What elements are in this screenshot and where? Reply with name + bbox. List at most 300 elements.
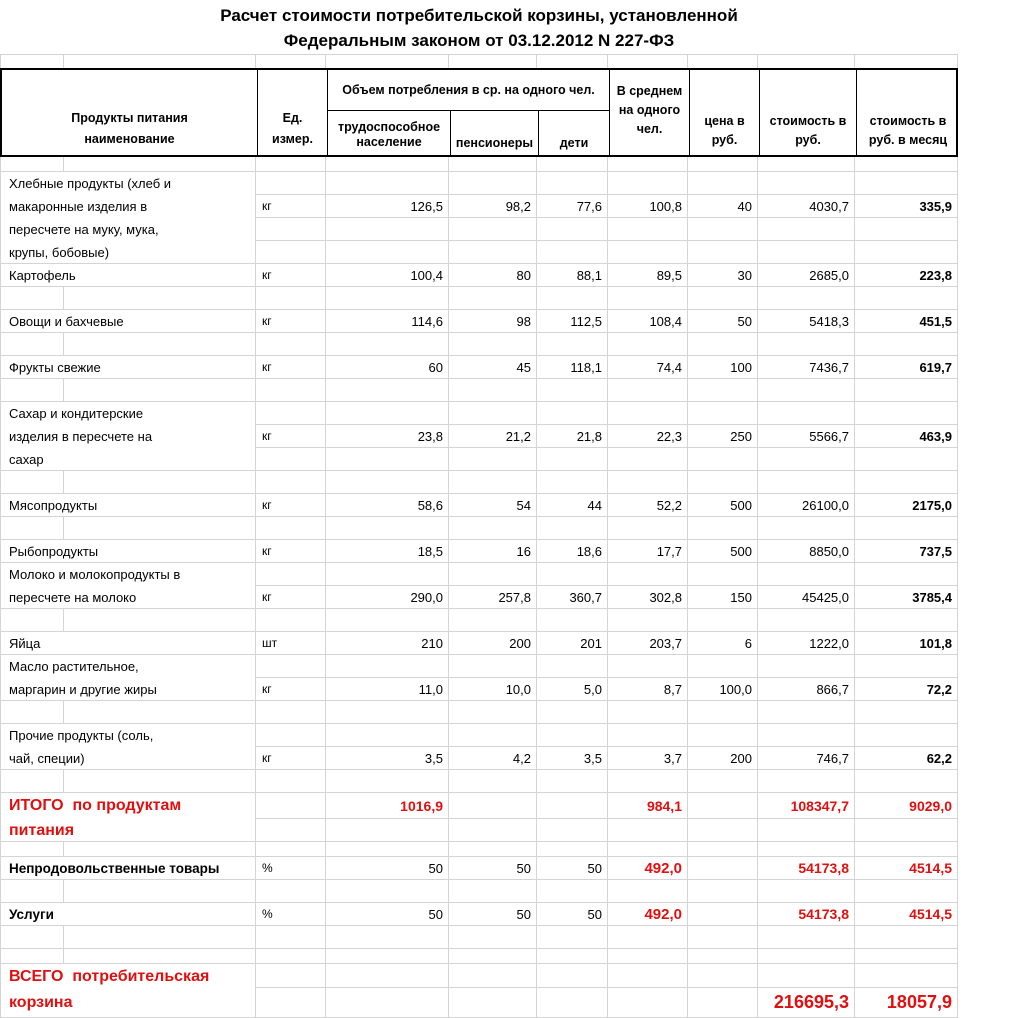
- month-cell: [855, 241, 958, 264]
- month-cell: [855, 655, 958, 678]
- row-label-line: Рыбопродукты: [9, 544, 99, 559]
- pensioners-cell: [449, 563, 537, 586]
- unit-cell: кг: [256, 494, 326, 517]
- empty-cell: [326, 609, 449, 631]
- cost-cell: 5566,7: [758, 425, 855, 448]
- table-band-nonfood: [0, 903, 958, 926]
- empty-cell: [537, 609, 608, 631]
- empty-cell: [758, 842, 855, 856]
- unit-cell: %: [256, 857, 326, 880]
- cost-cell: [758, 563, 855, 586]
- empty-cell: [758, 880, 855, 902]
- workers-cell: 23,8: [326, 425, 449, 448]
- empty-cell: [256, 157, 326, 171]
- empty-cell: [758, 55, 855, 68]
- pensioners-cell: 21,2: [449, 425, 537, 448]
- empty-cell: [326, 926, 449, 948]
- empty-cell: [326, 333, 449, 355]
- row-label-line: Непродовольственные товары: [9, 861, 220, 876]
- month-cell: 451,5: [855, 310, 958, 333]
- pensioners-cell: [449, 964, 537, 988]
- empty-cell: [855, 517, 958, 539]
- row-label-line: Услуги: [9, 907, 54, 922]
- cost-cell: [758, 655, 855, 678]
- empty-cell: [64, 287, 256, 309]
- empty-cell: [537, 471, 608, 493]
- unit-cell: [256, 964, 326, 988]
- row-label: [1, 793, 256, 842]
- avg-cell: 984,1: [608, 793, 688, 819]
- pensioners-cell: [449, 448, 537, 471]
- table-header: [0, 68, 958, 157]
- price-cell: [688, 402, 758, 425]
- workers-cell: 11,0: [326, 678, 449, 701]
- empty-cell: [688, 926, 758, 948]
- empty-cell: [1, 880, 64, 902]
- header-pensioners-column: пенсионеры: [450, 111, 538, 155]
- empty-cell: [608, 333, 688, 355]
- empty-cell: [537, 926, 608, 948]
- children-cell: [537, 241, 608, 264]
- month-cell: 101,8: [855, 632, 958, 655]
- price-cell: 6: [688, 632, 758, 655]
- avg-cell: [608, 448, 688, 471]
- empty-cell: [449, 880, 537, 902]
- avg-cell: [608, 241, 688, 264]
- empty-cell: [688, 842, 758, 856]
- price-cell: [688, 172, 758, 195]
- unit-cell: %: [256, 903, 326, 926]
- month-cell: [855, 724, 958, 747]
- row-label-line: Картофель: [9, 268, 76, 283]
- unit-cell: кг: [256, 310, 326, 333]
- table-band-product: [0, 724, 958, 770]
- empty-cell: [758, 770, 855, 792]
- children-cell: 21,8: [537, 425, 608, 448]
- children-cell: [537, 402, 608, 425]
- children-cell: [537, 655, 608, 678]
- month-cell: 62,2: [855, 747, 958, 770]
- row-label: [1, 402, 256, 471]
- workers-cell: 60: [326, 356, 449, 379]
- children-cell: 118,1: [537, 356, 608, 379]
- empty-cell: [537, 287, 608, 309]
- empty-cell: [688, 333, 758, 355]
- empty-cell: [64, 701, 256, 723]
- price-cell: [688, 903, 758, 926]
- empty-cell: [64, 55, 256, 68]
- avg-cell: 108,4: [608, 310, 688, 333]
- empty-cell: [855, 609, 958, 631]
- price-cell: 200: [688, 747, 758, 770]
- price-cell: [688, 655, 758, 678]
- empty-cell: [608, 770, 688, 792]
- spacer-row: [0, 770, 958, 793]
- workers-cell: [326, 964, 449, 988]
- children-cell: 360,7: [537, 586, 608, 609]
- empty-cell: [855, 842, 958, 856]
- empty-cell: [758, 926, 855, 948]
- unit-cell: [256, 724, 326, 747]
- avg-cell: 74,4: [608, 356, 688, 379]
- row-label: [1, 964, 256, 1018]
- pensioners-cell: 80: [449, 264, 537, 287]
- month-cell: 18057,9: [855, 988, 958, 1018]
- table-band-product: [0, 655, 958, 701]
- empty-cell: [537, 880, 608, 902]
- row-label-line: сахар: [9, 452, 44, 467]
- avg-cell: 203,7: [608, 632, 688, 655]
- empty-cell: [449, 157, 537, 171]
- row-label-line: Фрукты свежие: [9, 360, 101, 375]
- empty-cell: [537, 157, 608, 171]
- document-title: [0, 0, 958, 55]
- children-cell: 3,5: [537, 747, 608, 770]
- workers-cell: 50: [326, 903, 449, 926]
- children-cell: 50: [537, 857, 608, 880]
- empty-cell: [256, 949, 326, 963]
- row-label-line: Яйца: [9, 636, 41, 651]
- row-label: [1, 494, 256, 517]
- children-cell: [537, 218, 608, 241]
- empty-cell: [64, 880, 256, 902]
- month-cell: [855, 563, 958, 586]
- empty-cell: [537, 770, 608, 792]
- empty-cell: [449, 609, 537, 631]
- children-cell: [537, 448, 608, 471]
- table-band-product: [0, 356, 958, 379]
- empty-cell: [449, 517, 537, 539]
- pensioners-cell: [449, 793, 537, 819]
- children-cell: [537, 793, 608, 819]
- empty-cell: [256, 701, 326, 723]
- empty-cell: [688, 157, 758, 171]
- workers-cell: [326, 448, 449, 471]
- row-label: [1, 172, 256, 264]
- empty-cell: [855, 770, 958, 792]
- header-cost-month-column: стоимость в руб. в месяц: [856, 70, 959, 155]
- cost-cell: 54173,8: [758, 857, 855, 880]
- children-cell: 201: [537, 632, 608, 655]
- workers-cell: 1016,9: [326, 793, 449, 819]
- empty-cell: [758, 517, 855, 539]
- empty-cell: [64, 770, 256, 792]
- avg-cell: 100,8: [608, 195, 688, 218]
- avg-cell: 302,8: [608, 586, 688, 609]
- avg-cell: [608, 402, 688, 425]
- empty-cell: [608, 609, 688, 631]
- price-cell: 100: [688, 356, 758, 379]
- empty-cell: [326, 842, 449, 856]
- empty-cell: [537, 55, 608, 68]
- empty-cell: [688, 880, 758, 902]
- month-cell: [855, 819, 958, 842]
- spacer-row: [0, 949, 958, 964]
- empty-cell: [758, 701, 855, 723]
- price-cell: 250: [688, 425, 758, 448]
- cost-cell: [758, 241, 855, 264]
- empty-cell: [64, 157, 256, 171]
- pensioners-cell: [449, 724, 537, 747]
- cost-cell: 866,7: [758, 678, 855, 701]
- empty-cell: [256, 926, 326, 948]
- month-cell: 2175,0: [855, 494, 958, 517]
- avg-cell: [608, 988, 688, 1018]
- empty-cell: [855, 926, 958, 948]
- month-cell: 223,8: [855, 264, 958, 287]
- header-average-column: В среднем на одного чел.: [609, 70, 689, 155]
- empty-cell: [608, 379, 688, 401]
- unit-cell: кг: [256, 425, 326, 448]
- cost-cell: 7436,7: [758, 356, 855, 379]
- unit-cell: кг: [256, 356, 326, 379]
- children-cell: 44: [537, 494, 608, 517]
- spacer-row: [0, 55, 958, 68]
- empty-cell: [256, 770, 326, 792]
- children-cell: [537, 724, 608, 747]
- price-cell: 500: [688, 494, 758, 517]
- price-cell: 500: [688, 540, 758, 563]
- empty-cell: [256, 55, 326, 68]
- unit-cell: [256, 172, 326, 195]
- empty-cell: [326, 157, 449, 171]
- unit-cell: [256, 793, 326, 819]
- workers-cell: 210: [326, 632, 449, 655]
- empty-cell: [256, 609, 326, 631]
- unit-cell: кг: [256, 264, 326, 287]
- month-cell: 619,7: [855, 356, 958, 379]
- empty-cell: [537, 379, 608, 401]
- pensioners-cell: [449, 172, 537, 195]
- empty-cell: [256, 471, 326, 493]
- empty-cell: [855, 287, 958, 309]
- avg-cell: 492,0: [608, 903, 688, 926]
- empty-cell: [449, 770, 537, 792]
- price-cell: 150: [688, 586, 758, 609]
- month-cell: 737,5: [855, 540, 958, 563]
- empty-cell: [537, 701, 608, 723]
- spacer-row: [0, 880, 958, 903]
- pensioners-cell: [449, 988, 537, 1018]
- empty-cell: [855, 949, 958, 963]
- row-label: [1, 632, 256, 655]
- avg-cell: [608, 563, 688, 586]
- children-cell: [537, 563, 608, 586]
- empty-cell: [608, 701, 688, 723]
- unit-cell: кг: [256, 540, 326, 563]
- row-label: [1, 540, 256, 563]
- empty-cell: [326, 55, 449, 68]
- cost-cell: 2685,0: [758, 264, 855, 287]
- empty-cell: [1, 55, 64, 68]
- empty-cell: [64, 949, 256, 963]
- empty-cell: [688, 949, 758, 963]
- children-cell: 77,6: [537, 195, 608, 218]
- table-band-product: [0, 402, 958, 471]
- unit-cell: кг: [256, 195, 326, 218]
- empty-cell: [1, 379, 64, 401]
- header-children-column: дети: [538, 111, 609, 155]
- children-cell: 50: [537, 903, 608, 926]
- empty-cell: [688, 609, 758, 631]
- spacer-row: [0, 333, 958, 356]
- month-cell: 9029,0: [855, 793, 958, 819]
- month-cell: 72,2: [855, 678, 958, 701]
- header-cost-column: стоимость в руб.: [759, 70, 856, 155]
- avg-cell: 492,0: [608, 857, 688, 880]
- workers-cell: [326, 402, 449, 425]
- children-cell: [537, 172, 608, 195]
- empty-cell: [537, 842, 608, 856]
- month-cell: [855, 218, 958, 241]
- cost-cell: 54173,8: [758, 903, 855, 926]
- row-label: [1, 655, 256, 701]
- row-label: [1, 356, 256, 379]
- pensioners-cell: 54: [449, 494, 537, 517]
- cost-cell: 45425,0: [758, 586, 855, 609]
- month-cell: 335,9: [855, 195, 958, 218]
- empty-cell: [449, 949, 537, 963]
- empty-cell: [449, 379, 537, 401]
- row-label-line: питания: [9, 822, 75, 839]
- table-band-product: [0, 310, 958, 333]
- avg-cell: 89,5: [608, 264, 688, 287]
- cost-cell: 26100,0: [758, 494, 855, 517]
- row-label: [1, 724, 256, 770]
- unit-cell: [256, 655, 326, 678]
- unit-cell: кг: [256, 747, 326, 770]
- empty-cell: [608, 949, 688, 963]
- pensioners-cell: 98,2: [449, 195, 537, 218]
- title-line-2: Федеральным законом от 03.12.2012 N 227-ФЗ: [283, 31, 675, 50]
- workers-cell: 50: [326, 857, 449, 880]
- unit-cell: кг: [256, 678, 326, 701]
- row-label-line: Мясопродукты: [9, 498, 98, 513]
- spacer-row: [0, 379, 958, 402]
- avg-cell: [608, 172, 688, 195]
- workers-cell: [326, 563, 449, 586]
- empty-cell: [256, 333, 326, 355]
- price-cell: [688, 964, 758, 988]
- empty-cell: [1, 926, 64, 948]
- cost-cell: 5418,3: [758, 310, 855, 333]
- row-label-line: пересчете на муку, мука,: [9, 222, 159, 237]
- empty-cell: [688, 701, 758, 723]
- empty-cell: [537, 333, 608, 355]
- row-label-line: Прочие продукты (соль,: [9, 728, 154, 743]
- workers-cell: 126,5: [326, 195, 449, 218]
- empty-cell: [608, 842, 688, 856]
- pensioners-cell: [449, 241, 537, 264]
- row-label-line: крупы, бобовые): [9, 245, 110, 260]
- table-band-grand: [0, 964, 958, 1018]
- avg-cell: 8,7: [608, 678, 688, 701]
- children-cell: 5,0: [537, 678, 608, 701]
- empty-cell: [855, 379, 958, 401]
- pensioners-cell: 16: [449, 540, 537, 563]
- row-label-line: макаронные изделия в: [9, 199, 148, 214]
- empty-cell: [608, 517, 688, 539]
- empty-cell: [1, 157, 64, 171]
- empty-cell: [537, 517, 608, 539]
- children-cell: [537, 988, 608, 1018]
- header-workers-column: трудоспособное население: [327, 111, 450, 155]
- empty-cell: [449, 287, 537, 309]
- cost-cell: [758, 172, 855, 195]
- workers-cell: 3,5: [326, 747, 449, 770]
- cost-cell: [758, 448, 855, 471]
- empty-cell: [1, 949, 64, 963]
- month-cell: 4514,5: [855, 903, 958, 926]
- row-label-line: Масло растительное,: [9, 659, 139, 674]
- empty-cell: [64, 333, 256, 355]
- cost-cell: 216695,3: [758, 988, 855, 1018]
- empty-cell: [688, 471, 758, 493]
- header-price-column: цена в руб.: [689, 70, 759, 155]
- month-cell: [855, 402, 958, 425]
- avg-cell: [608, 964, 688, 988]
- children-cell: 18,6: [537, 540, 608, 563]
- row-label-line: чай, специи): [9, 751, 85, 766]
- cost-cell: 4030,7: [758, 195, 855, 218]
- cost-cell: [758, 819, 855, 842]
- month-cell: [855, 964, 958, 988]
- empty-cell: [1, 287, 64, 309]
- empty-cell: [688, 55, 758, 68]
- empty-cell: [1, 701, 64, 723]
- workers-cell: 58,6: [326, 494, 449, 517]
- pensioners-cell: 4,2: [449, 747, 537, 770]
- price-cell: [688, 988, 758, 1018]
- empty-cell: [855, 333, 958, 355]
- price-cell: [688, 724, 758, 747]
- empty-cell: [1, 842, 64, 856]
- workers-cell: [326, 172, 449, 195]
- cost-cell: 108347,7: [758, 793, 855, 819]
- price-cell: 40: [688, 195, 758, 218]
- month-cell: 3785,4: [855, 586, 958, 609]
- workers-cell: [326, 241, 449, 264]
- empty-cell: [758, 609, 855, 631]
- header-product-line2: наименование: [84, 132, 175, 146]
- row-label: [1, 903, 256, 926]
- empty-cell: [449, 55, 537, 68]
- empty-cell: [449, 333, 537, 355]
- price-cell: [688, 241, 758, 264]
- cost-cell: [758, 218, 855, 241]
- unit-cell: [256, 563, 326, 586]
- header-unit-column: [257, 70, 327, 155]
- row-label: [1, 264, 256, 287]
- header-volume-span: Объем потребления в ср. на одного чел.: [327, 70, 609, 111]
- empty-cell: [256, 842, 326, 856]
- empty-cell: [758, 157, 855, 171]
- empty-cell: [449, 701, 537, 723]
- empty-cell: [326, 701, 449, 723]
- spacer-row: [0, 842, 958, 857]
- row-label-line: ВСЕГО потребительская: [9, 968, 210, 985]
- header-product-line1: Продукты питания: [71, 111, 188, 125]
- empty-cell: [449, 842, 537, 856]
- row-label-line: Сахар и кондитерские: [9, 406, 144, 421]
- avg-cell: 22,3: [608, 425, 688, 448]
- workers-cell: [326, 218, 449, 241]
- empty-cell: [608, 55, 688, 68]
- empty-cell: [855, 157, 958, 171]
- children-cell: 112,5: [537, 310, 608, 333]
- unit-cell: [256, 218, 326, 241]
- empty-cell: [608, 471, 688, 493]
